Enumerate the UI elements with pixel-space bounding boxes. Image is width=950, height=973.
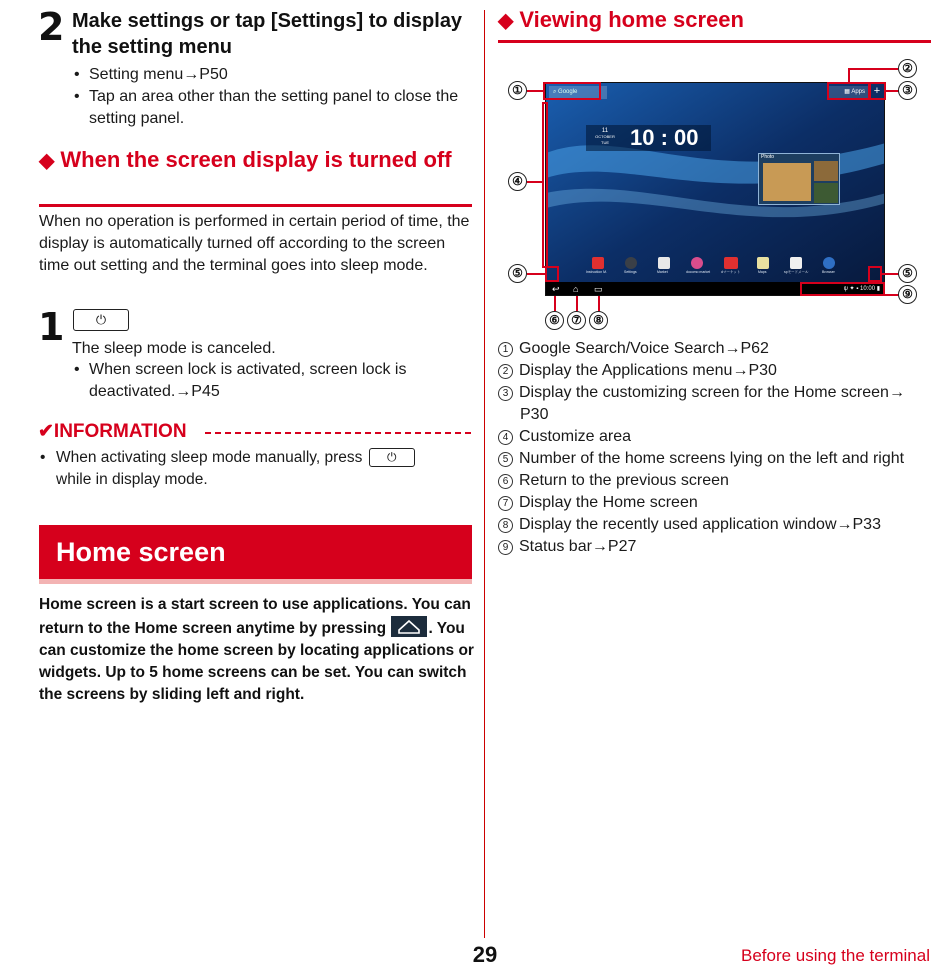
heading-rule	[498, 40, 931, 43]
information-dash-rule	[205, 432, 471, 434]
maps-icon[interactable]	[757, 257, 769, 269]
highlight-add	[868, 82, 886, 100]
list-item-continuation	[498, 404, 938, 426]
list-item	[498, 470, 938, 492]
recent-apps-icon[interactable]: ▭	[594, 284, 603, 294]
list-number: 6	[498, 474, 513, 489]
callout-line	[554, 296, 556, 311]
browser-icon[interactable]	[823, 257, 835, 269]
callout-7: ⑦	[567, 311, 586, 330]
step-bullets	[72, 64, 474, 130]
power-icon: ⏻	[369, 448, 415, 467]
home-intro-text: Home screen is a start screen to use applications. You can return to the Home screen anytime by pressing	[39, 596, 471, 637]
sleep-canceled-text: The sleep mode is canceled.	[72, 340, 276, 357]
list-item	[498, 426, 938, 448]
callout-line	[527, 90, 544, 92]
status-icons: ψ ✦ ▪	[843, 286, 861, 292]
photo-thumb	[814, 161, 838, 181]
information-label: INFORMATION	[53, 421, 187, 442]
photo-widget-label: Photo	[761, 154, 775, 160]
list-text: Display the customizing screen for the Home screen→	[519, 384, 905, 401]
dock-label: spモードメール	[784, 270, 809, 274]
section-heading-text: Viewing home screen	[519, 7, 744, 32]
list-item	[498, 514, 938, 536]
bullet-dot: •	[40, 449, 46, 466]
add-icon[interactable]: +	[873, 85, 881, 97]
list-number: 8	[498, 518, 513, 533]
dock-label: Maps	[758, 270, 767, 274]
callout-line	[598, 296, 600, 311]
home-screen-banner	[39, 525, 472, 579]
callout-5-left: ⑤	[508, 264, 527, 283]
home-screen-screenshot	[545, 82, 885, 296]
callout-line	[527, 273, 545, 275]
list-number: 4	[498, 430, 513, 445]
column-divider	[484, 10, 485, 938]
market-icon[interactable]	[658, 257, 670, 269]
information-heading	[38, 421, 187, 443]
power-key	[73, 309, 129, 331]
section-heading-screen-off	[39, 148, 469, 173]
diamond-icon: ◆	[39, 150, 55, 172]
list-text: Customize area	[519, 428, 632, 445]
clock-date	[594, 128, 616, 146]
clock-widget	[586, 125, 711, 151]
callout-line	[576, 296, 578, 311]
mail-icon[interactable]	[790, 257, 802, 269]
banner-title: Home screen	[56, 537, 226, 567]
list-number: 9	[498, 540, 513, 555]
callout-legend-list	[498, 338, 938, 558]
dock-label: Market	[657, 270, 668, 274]
settings-icon[interactable]	[625, 257, 637, 269]
search-label: Google	[558, 89, 578, 95]
callout-line	[885, 294, 899, 296]
highlight-search	[543, 82, 601, 100]
screen-off-paragraph: When no operation is performed in certain period of time, the display is automatically turned off according to the screen time out setting and the terminal goes into sleep mode.	[39, 213, 470, 274]
bullet-item: • Tap an area other than the setting panel to close the setting panel.	[72, 86, 474, 130]
step-title: Make settings or tap [Settings] to display the setting menu	[72, 10, 463, 58]
dock-label: Instruction M.	[586, 270, 608, 274]
home-intro-period: .	[428, 620, 433, 637]
dock	[586, 257, 846, 279]
highlight-right-count	[868, 266, 882, 282]
back-icon[interactable]: ↩	[552, 284, 560, 294]
step-number: 2	[38, 5, 65, 49]
apps-label: Apps	[851, 89, 865, 95]
battery-icon: ▮	[875, 286, 880, 292]
list-text: Status bar→P27	[519, 538, 637, 555]
list-text: Number of the home screens lying on the left and right	[519, 450, 905, 467]
list-number: 3	[498, 386, 513, 401]
list-item	[498, 448, 938, 470]
list-number: 5	[498, 452, 513, 467]
clock-day: 11	[601, 128, 609, 134]
list-item	[498, 536, 938, 558]
callout-line	[527, 181, 543, 183]
home-intro-paragraph	[39, 594, 475, 706]
information-bullet	[40, 447, 470, 491]
information-text-before: When activating sleep mode manually, press	[56, 449, 363, 466]
screen-off-bullets	[72, 359, 432, 403]
clock-time: 10 : 00	[630, 125, 699, 150]
home-key-icon	[391, 616, 427, 637]
list-number: 2	[498, 364, 513, 379]
list-item	[498, 338, 938, 360]
list-number: 1	[498, 342, 513, 357]
dock-label: dマーケット	[721, 270, 741, 274]
bullet-item: • Setting menu→P50	[72, 64, 474, 86]
list-text: P30	[520, 406, 549, 423]
list-text: Display the recently used application window→P33	[519, 516, 881, 533]
photo-widget	[758, 153, 840, 205]
docomo-market-icon[interactable]	[691, 257, 703, 269]
callout-4: ④	[508, 172, 527, 191]
photo-dog	[763, 163, 811, 201]
list-text: Display the Applications menu→P30	[519, 362, 777, 379]
section-heading-text: When the screen display is turned off	[60, 147, 452, 172]
clock-month: OCTOBER	[595, 134, 615, 139]
apps-grid-icon: ▦	[844, 89, 852, 95]
information-text-after: while in display mode.	[56, 471, 208, 488]
list-text: Google Search/Voice Search→P62	[519, 340, 769, 357]
callout-3: ③	[898, 81, 917, 100]
highlight-left-count	[545, 266, 559, 282]
photo-thumb	[814, 183, 838, 203]
list-item	[498, 492, 938, 514]
highlight-status-bar	[800, 282, 885, 296]
home-icon[interactable]: ⌂	[573, 284, 579, 294]
step-number: 1	[38, 305, 65, 349]
dock-label: Settings	[624, 270, 637, 274]
callout-line	[885, 90, 899, 92]
highlight-apps	[827, 82, 871, 100]
home-intro-rest: You can customize the home screen by locating applications or widgets. Up to 5 home screens can be set. You can switch the screens by sliding left and right.	[39, 620, 474, 703]
heading-rule	[39, 204, 472, 207]
callout-line	[848, 68, 898, 70]
status-time: 10:00	[860, 286, 876, 292]
list-text: Return to the previous screen	[519, 472, 729, 489]
list-item	[498, 360, 938, 382]
callout-9: ⑨	[898, 285, 917, 304]
callout-line	[848, 68, 850, 83]
footer-section-label: Before using the terminal	[741, 946, 930, 965]
list-number: 7	[498, 496, 513, 511]
list-text: Display the Home screen	[519, 494, 698, 511]
clock-weekday: TUE	[601, 140, 609, 145]
d-market-icon[interactable]	[724, 257, 738, 269]
callout-line	[882, 273, 899, 275]
dock-label: Browser	[822, 270, 835, 274]
banner-stripe	[39, 579, 472, 584]
callout-8: ⑧	[589, 311, 608, 330]
checkmark-icon: ✔	[38, 421, 54, 442]
list-item	[498, 382, 938, 404]
app-icon[interactable]	[592, 257, 604, 269]
dock-label: docomo market	[686, 270, 711, 274]
power-icon: ⏻	[73, 309, 129, 331]
highlight-customize-area	[542, 102, 548, 268]
callout-5-right: ⑤	[898, 264, 917, 283]
diamond-icon: ◆	[498, 10, 514, 32]
callout-1: ①	[508, 81, 527, 100]
callout-6: ⑥	[545, 311, 564, 330]
section-heading-viewing	[498, 8, 928, 33]
page-number: 29	[472, 942, 498, 967]
bullet-item: • When screen lock is activated, screen lock is deactivated.→P45	[72, 359, 432, 403]
callout-2: ②	[898, 59, 917, 78]
search-icon: ⌕	[553, 89, 559, 95]
